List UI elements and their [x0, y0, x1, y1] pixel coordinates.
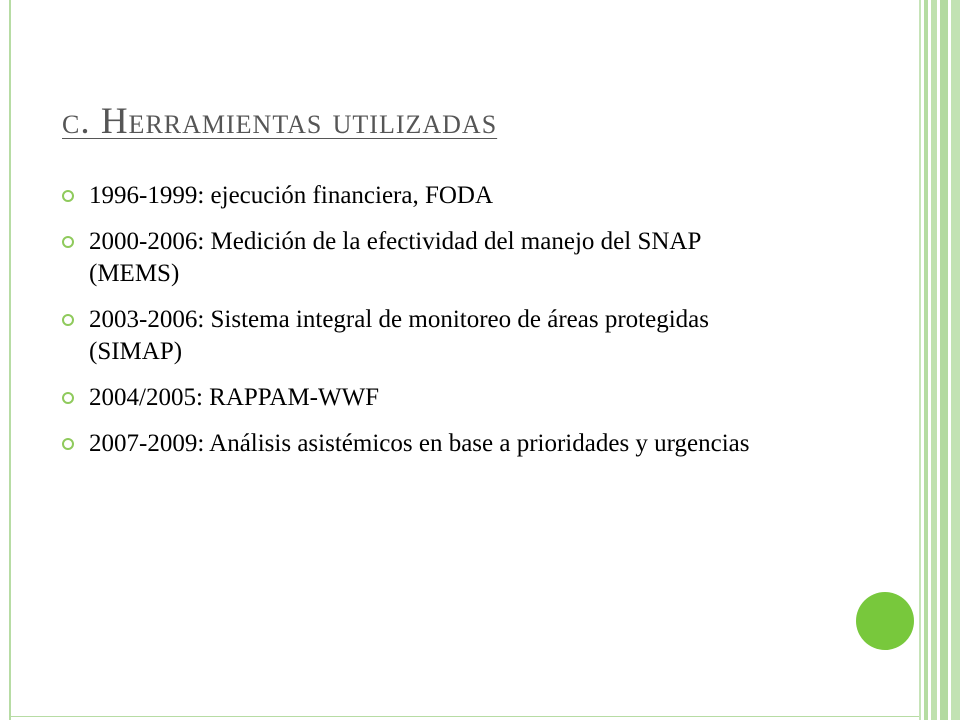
bullet-list — [62, 180, 762, 474]
frame-left-line — [9, 0, 11, 720]
bullet-item — [62, 304, 762, 368]
bullet-item — [62, 428, 762, 460]
bullet-circle-icon — [62, 438, 74, 450]
slide-title: c. Herramientas utilizadas — [62, 101, 498, 142]
bullet-text: 2007-2009: Análisis asistémicos en base a prioridades y urgencias — [89, 430, 750, 457]
bullet-item — [62, 226, 762, 290]
decorative-stripe — [931, 0, 937, 720]
decorative-stripe — [940, 0, 948, 720]
green-circle-decoration — [856, 592, 914, 650]
bullet-circle-icon — [62, 236, 74, 248]
decorative-stripe — [924, 0, 928, 720]
bullet-text: 2000-2006: Medición de la efectividad del manejo del SNAP (MEMS) — [89, 228, 701, 287]
bullet-item — [62, 180, 762, 212]
bullet-text: 1996-1999: ejecución financiera, FODA — [89, 182, 494, 209]
bullet-item — [62, 382, 762, 414]
bullet-circle-icon — [62, 392, 74, 404]
bullet-circle-icon — [62, 314, 74, 326]
decorative-stripe — [919, 0, 921, 720]
frame-bottom-line — [9, 716, 920, 717]
bullet-text: 2003-2006: Sistema integral de monitoreo de áreas protegidas (SIMAP) — [89, 306, 709, 365]
bullet-text: 2004/2005: RAPPAM-WWF — [89, 384, 380, 411]
decorative-stripe — [951, 0, 960, 720]
bullet-circle-icon — [62, 190, 74, 202]
